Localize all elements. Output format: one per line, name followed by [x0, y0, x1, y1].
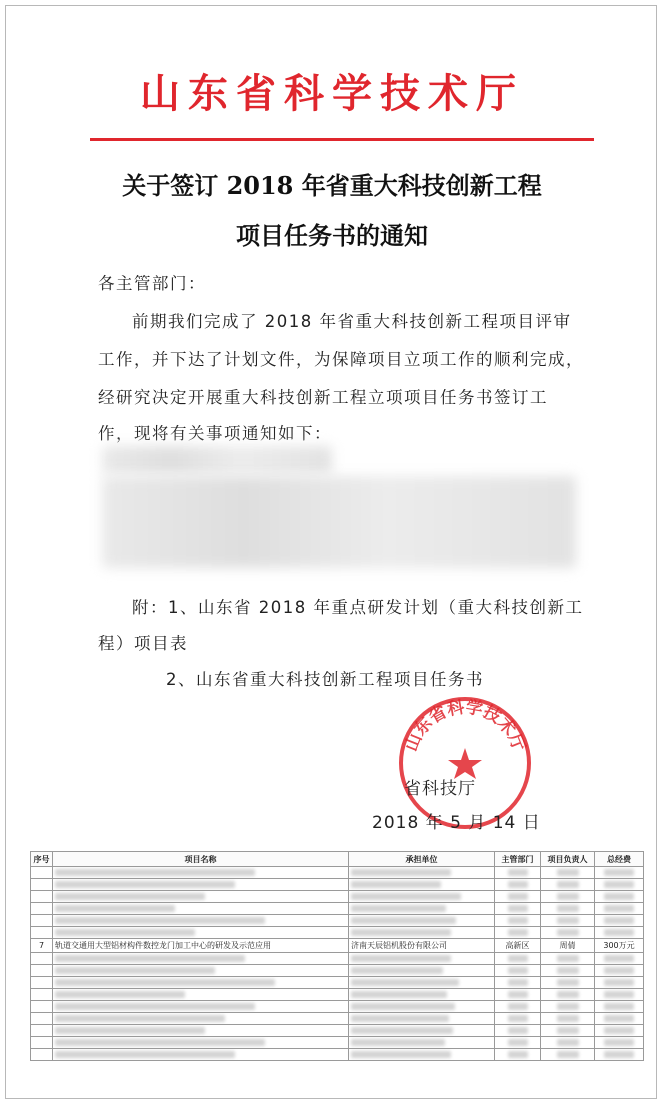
- paragraph-line-2: 工作，并下达了计划文件，为保障项目立项工作的顺利完成，: [98, 350, 584, 369]
- cell-no: 7: [31, 939, 53, 953]
- table-row: [31, 939, 644, 953]
- redacted-text-block: [102, 446, 332, 474]
- cell-budget: 300万元: [595, 939, 644, 953]
- table-row-redacted: [31, 1013, 644, 1025]
- table-row-redacted: [31, 915, 644, 927]
- red-divider-line: [90, 138, 594, 141]
- cell-unit: 济南天辰铝机股份有限公司: [349, 939, 495, 953]
- column-header: 项目名称: [53, 852, 349, 867]
- notice-title-line-2: 项目任务书的通知: [236, 221, 428, 250]
- table-row-redacted: [31, 1001, 644, 1013]
- salutation: 各主管部门：: [98, 274, 206, 293]
- cell-project-name: 轨道交通用大型铝材构件数控龙门加工中心的研发及示范应用: [53, 939, 349, 953]
- table-row-redacted: [31, 965, 644, 977]
- project-table: [30, 851, 644, 1061]
- table-row-redacted: [31, 953, 644, 965]
- table-row-redacted: [31, 977, 644, 989]
- attachment-line-2: 程）项目表: [98, 634, 188, 653]
- signature-date: 2018 年 5 月 14 日: [372, 813, 541, 833]
- table-row-redacted: [31, 989, 644, 1001]
- paragraph-line-3: 经研究决定开展重大科技创新工程立项项目任务书签订工: [98, 388, 548, 407]
- table-row-redacted: [31, 1025, 644, 1037]
- table-row-redacted: [31, 867, 644, 879]
- cell-leader: 周倩: [541, 939, 595, 953]
- table-row-redacted: [31, 927, 644, 939]
- paragraph-line-1: 前期我们完成了 2018 年省重大科技创新工程项目评审: [132, 312, 572, 331]
- redacted-text-block: [102, 476, 576, 568]
- table-row-redacted: [31, 1037, 644, 1049]
- column-header: 承担单位: [349, 852, 495, 867]
- signature-organization: 省科技厅: [404, 779, 476, 799]
- cell-dept: 高新区: [495, 939, 541, 953]
- attachment-line-3: 2、山东省重大科技创新工程项目任务书: [166, 670, 484, 689]
- agency-letterhead: 山东省科学技术厅: [140, 70, 524, 117]
- svg-text:山东省科学技术厅: 山东省科学技术厅: [401, 697, 529, 755]
- paragraph-line-4: 作，现将有关事项通知如下：: [98, 424, 332, 443]
- document-page: [5, 5, 657, 1099]
- notice-title-line-1: 关于签订 2018 年省重大科技创新工程: [122, 171, 542, 200]
- column-header: 主管部门: [495, 852, 541, 867]
- table-row-redacted: [31, 879, 644, 891]
- table-row-redacted: [31, 1049, 644, 1061]
- column-header: 总经费: [595, 852, 644, 867]
- column-header: 项目负责人: [541, 852, 595, 867]
- table-row-redacted: [31, 891, 644, 903]
- table-row-redacted: [31, 903, 644, 915]
- table-header-row: [31, 852, 644, 867]
- attachment-line-1: 附：1、山东省 2018 年重点研发计划（重大科技创新工: [132, 598, 584, 617]
- column-header: 序号: [31, 852, 53, 867]
